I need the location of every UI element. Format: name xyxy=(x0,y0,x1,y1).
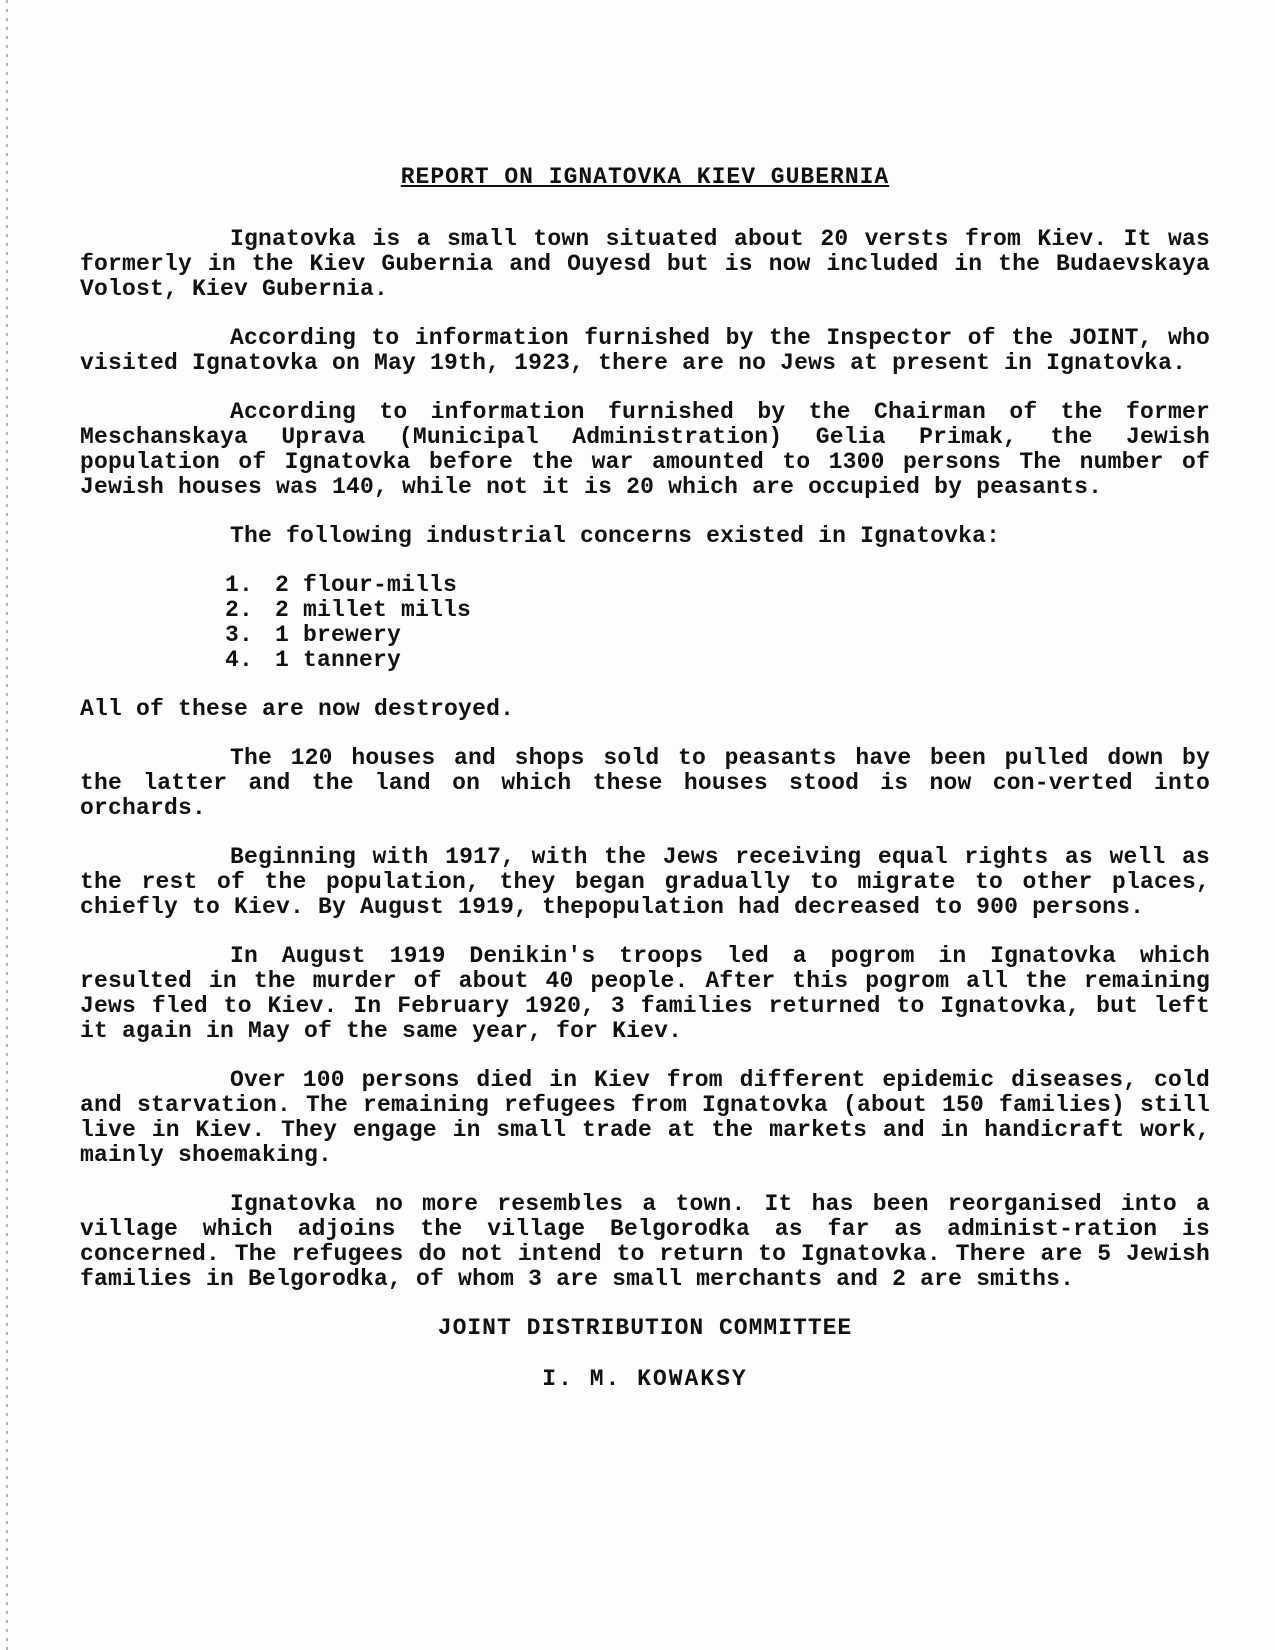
list-item-number: 3. xyxy=(225,622,254,648)
paragraph-inspector: According to information furnished by the Inspector of the JOINT, who visited Ignatovka on May 19th, 1923, there are no Jews at present in Ignatovka. xyxy=(80,325,1210,376)
paragraph-houses: The 120 houses and shops sold to peasants have been pulled down by the latter and the land on which these houses stood is now con-verted into orchards. xyxy=(80,745,1210,821)
paragraph-destroyed: All of these are now destroyed. xyxy=(80,696,515,722)
signature-name: I. M. KOWAKSY xyxy=(542,1366,748,1392)
list-item-text: 1 tannery xyxy=(275,647,402,673)
list-item xyxy=(225,648,1210,673)
paragraph-location: Ignatovka is a small town situated about 20 versts from Kiev. It was formerly in the Kiev Gubernia and Ouyesd but is now included in the Budaevskaya Volost, Kiev Gubernia. xyxy=(80,226,1210,302)
paragraph-migration: Beginning with 1917, with the Jews receiving equal rights as well as the rest of the population, they began gradually to migrate to other places, chiefly to Kiev. By August 1919, thepopulation had decreased to 900 persons. xyxy=(80,844,1210,920)
document-title: REPORT ON IGNATOVKA KIEV GUBERNIA xyxy=(400,164,890,190)
list-item xyxy=(225,623,1210,648)
paragraph-refugees: Over 100 persons died in Kiev from different epidemic diseases, cold and starvation. The remaining refugees from Ignatovka (about 150 families) still live in Kiev. They engage in small trade at the markets and in handicraft work, mainly shoemaking. xyxy=(80,1067,1210,1168)
document-body xyxy=(80,150,1210,1392)
list-item-number: 2. xyxy=(225,597,254,623)
list-item xyxy=(225,573,1210,598)
list-item-text: 2 millet mills xyxy=(275,597,472,623)
paragraph-population: According to information furnished by the Chairman of the former Meschanskaya Uprava (Municipal Administration) Gelia Primak, the Jewish population of Ignatovka before the war amounted to 1300 persons The number of Jewish houses was 140, while not it is 20 which are occupied by peasants. xyxy=(80,399,1210,500)
paragraph-pogrom: In August 1919 Denikin's troops led a pogrom in Ignatovka which resulted in the murder of about 40 people. After this pogrom all the remaining Jews fled to Kiev. In February 1920, 3 families returned to Ignatovka, but left it again in May of the same year, for Kiev. xyxy=(80,943,1210,1044)
list-item-number: 4. xyxy=(225,647,254,673)
signature-organization: JOINT DISTRIBUTION COMMITTEE xyxy=(437,1315,853,1341)
paragraph-industry-intro: The following industrial concerns existed in Ignatovka: xyxy=(230,523,1001,549)
list-item xyxy=(225,598,1210,623)
list-item-text: 2 flour-mills xyxy=(275,572,458,598)
industry-list xyxy=(225,573,1210,673)
list-item-number: 1. xyxy=(225,572,254,598)
list-item-text: 1 brewery xyxy=(275,622,402,648)
paragraph-village: Ignatovka no more resembles a town. It has been reorganised into a village which adjoins the village Belgorodka as far as administ-ration is concerned. The refugees do not intend to return to Ignatovka. There are 5 Jewish families in Belgorodka, of whom 3 are small merchants and 2 are smiths. xyxy=(80,1191,1210,1292)
scan-edge-mark xyxy=(6,0,8,1650)
